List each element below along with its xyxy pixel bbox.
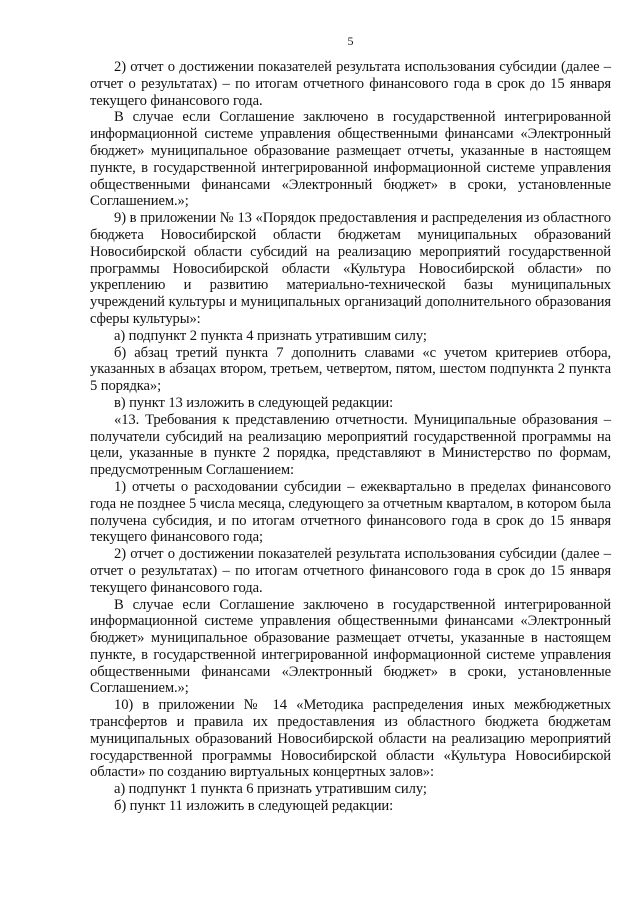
page-number: 5 (347, 34, 354, 48)
paragraph-report-results: 2) отчет о достижении показателей результата использования субсидии (далее – отчет о результатах) – по итогам отчетного финансового года в срок до 15 января текущего финансового года. (90, 59, 611, 109)
paragraph-item-9: 9) в приложении № 13 «Порядок предоставления и распределения из областного бюджета Новосибирской области бюджетам муниципальных образований Новосибирской области субсидий на реализацию мероприятий государственной программы Новосибирской области «Культура Новосибирской области» по укреплению и развитию материально-технической базы муниципальных учреждений культуры и муниципальных организаций дополнительного образования сферы культуры»: (90, 210, 611, 327)
paragraph-item-10: 10) в приложении № 14 «Методика распределения иных межбюджетных трансфертов и правила их предоставления из областного бюджета бюджетам муниципальных образований Новосибирской области на реализацию мероприятий государственной программы Новосибирской области «Культура Новосибирской области» по созданию виртуальных концертных залов»: (90, 697, 611, 781)
paragraph-electronic-budget: В случае если Соглашение заключено в государственной интегрированной информационной системе управления общественными финансами «Электронный бюджет» муниципальное образование размещает отчеты, указанные в настоящем пункте, в государственной интегрированной информационной системе управления общественными финансами «Электронный бюджет» в сроки, установленные Соглашением.»; (90, 109, 611, 210)
paragraph-point-13-electronic-budget: В случае если Соглашение заключено в государственной интегрированной информационной системе управления общественными финансами «Электронный бюджет» муниципальное образование размещает отчеты, указанные в настоящем пункте, в государственной интегрированной информационной системе управления общественными финансами «Электронный бюджет» в сроки, установленные Соглашением.»; (90, 596, 611, 697)
paragraph-item-9v: в) пункт 13 изложить в следующей редакции: (114, 394, 394, 411)
paragraph-item-9b: б) абзац третий пункта 7 дополнить славами «с учетом критериев отбора, указанных в абзацах втором, третьем, четвертом, пятом, шестом подпункта 2 пункта 5 порядка»; (90, 344, 611, 395)
paragraph-point-13-1: 1) отчеты о расходовании субсидии – ежеквартально в пределах финансового года не позднее 5 числа месяца, следующего за отчетным кварталом, в котором была получена субсидия, и по итогам отчетного финансового года в срок до 15 января текущего финансового года; (90, 478, 611, 546)
paragraph-point-13: «13. Требования к представлению отчетности. Муниципальные образования – получатели субсидий на реализацию мероприятий государственной программы на цели, указанные в пункте 2 порядка, представляют в Министерство по формам, предусмотренным Соглашением: (90, 411, 611, 479)
document-page (90, 34, 611, 815)
paragraph-item-10b: б) пункт 11 изложить в следующей редакции: (114, 798, 394, 815)
paragraph-item-9a: а) подпункт 2 пункта 4 признать утратившим силу; (114, 327, 427, 344)
paragraph-point-13-2: 2) отчет о достижении показателей результата использования субсидии (далее – отчет о результатах) – по итогам отчетного финансового года в срок до 15 января текущего финансового года. (90, 546, 611, 596)
paragraph-item-10a: а) подпункт 1 пункта 6 признать утратившим силу; (114, 781, 427, 798)
